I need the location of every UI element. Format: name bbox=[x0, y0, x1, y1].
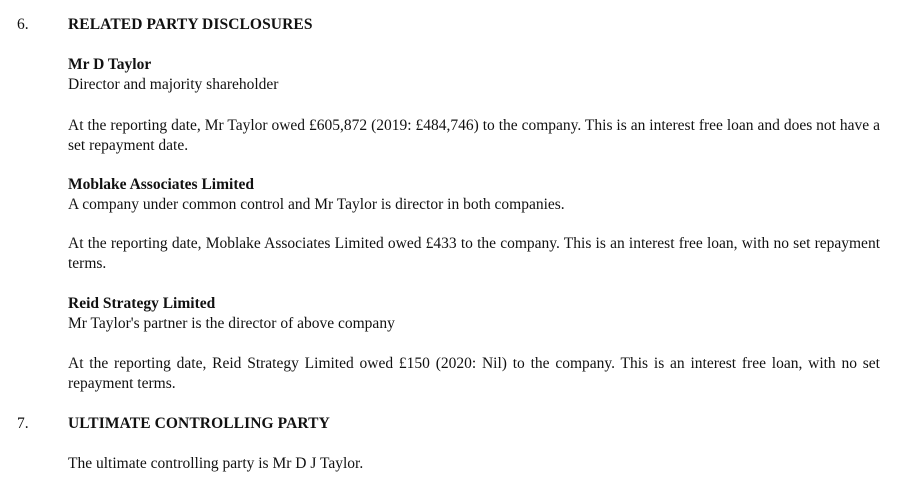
section-title: RELATED PARTY DISCLOSURES bbox=[68, 16, 313, 33]
party-disclosure-text bbox=[68, 234, 880, 274]
controlling-party-paragraph: The ultimate controlling party is Mr D J Taylor. bbox=[68, 455, 364, 472]
party-disclosure-text bbox=[68, 354, 880, 394]
party-name: Mr D Taylor bbox=[68, 56, 152, 73]
party-mr-d-taylor bbox=[68, 55, 880, 95]
party-reid-strategy-limited bbox=[68, 294, 880, 334]
party-role: Director and majority shareholder bbox=[68, 76, 279, 93]
disclosure-paragraph: At the reporting date, Mr Taylor owed £605,872 (2019: £484,746) to the company. This is an interest free loan and does not have a set repayment date. bbox=[68, 117, 880, 154]
party-moblake-associates-limited bbox=[68, 175, 880, 215]
party-disclosure-text bbox=[68, 116, 880, 156]
controlling-party-text bbox=[68, 454, 880, 474]
party-name: Moblake Associates Limited bbox=[68, 176, 254, 193]
disclosure-paragraph: At the reporting date, Moblake Associates Limited owed £433 to the company. This is an interest free loan, with no set repayment terms. bbox=[68, 235, 880, 272]
section-number: 6. bbox=[17, 16, 29, 33]
section-title: ULTIMATE CONTROLLING PARTY bbox=[68, 415, 330, 432]
party-name: Reid Strategy Limited bbox=[68, 295, 216, 312]
party-role: Mr Taylor's partner is the director of above company bbox=[68, 315, 395, 332]
section-number: 7. bbox=[17, 415, 29, 432]
disclosure-paragraph: At the reporting date, Reid Strategy Limited owed £150 (2020: Nil) to the company. This is an interest free loan, with no set repayment terms. bbox=[68, 355, 880, 392]
party-role: A company under common control and Mr Taylor is director in both companies. bbox=[68, 196, 565, 213]
